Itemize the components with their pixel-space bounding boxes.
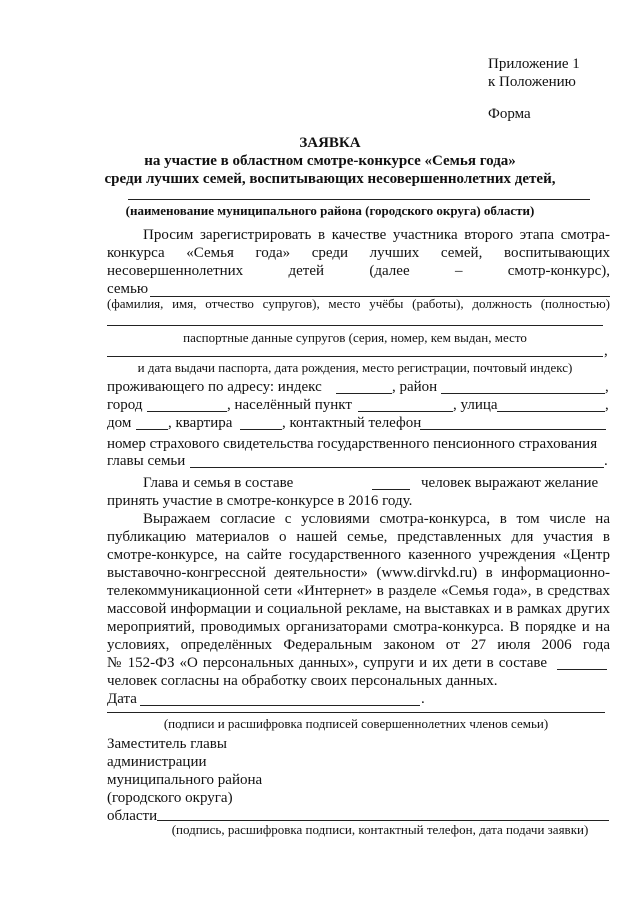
- request-line-2: конкурса «Семья года» среди лучших семей, воспитывающих: [107, 245, 610, 261]
- family-signature-caption: (подписи и расшифровка подписей совершеннолетних членов семьи): [163, 716, 549, 731]
- appendix-line-2: к Положению: [488, 74, 576, 90]
- region-caption: (наименование муниципального района (городского округа) области): [125, 203, 535, 218]
- family-line-1a: Глава и семья в составе: [143, 475, 294, 491]
- house-label: дом: [107, 415, 132, 431]
- official-signature-field[interactable]: [157, 820, 609, 821]
- family-signature-field[interactable]: [107, 712, 605, 713]
- consent-line-7: мероприятий, проводимых организаторами смотра-конкурса. В порядке и на: [107, 619, 610, 635]
- street-label: , улица: [453, 397, 498, 413]
- official-line-3: муниципального района: [107, 772, 263, 788]
- apartment-field[interactable]: [240, 429, 282, 430]
- settlement-label: , населённый пункт: [227, 397, 352, 413]
- consent-line-2: публикацию материалов о нашей семье, представленных для участия в: [107, 529, 610, 545]
- settlement-field[interactable]: [358, 411, 453, 412]
- official-line-2: администрации: [107, 754, 207, 770]
- consent-line-9: № 152-ФЗ «О персональных данных», супруги и их дети в составе: [107, 655, 547, 671]
- comma-mark: ,: [604, 343, 608, 359]
- document-title: ЗАЯВКА: [299, 135, 361, 151]
- official-signature-caption: (подпись, расшифровка подписи, контактный телефон, дата подачи заявки): [171, 822, 589, 837]
- consent-line-6: массовой информации и социальной рекламе, на выставках и в рамках других: [107, 601, 610, 617]
- consent-line-4: выставочно-конгрессной деятельности» (www.dirvkd.ru) в информационно-: [107, 565, 610, 581]
- passport-field-2[interactable]: [107, 356, 603, 357]
- form-label: Форма: [488, 106, 531, 122]
- date-label: Дата: [107, 691, 137, 707]
- family-line-2: принять участие в смотре-конкурсе в 2016 году.: [107, 493, 413, 509]
- consent-count-field[interactable]: [557, 669, 607, 670]
- date-dot: .: [421, 691, 425, 707]
- snils-dot: .: [604, 453, 608, 469]
- address-comma-2: ,: [605, 397, 609, 413]
- house-field[interactable]: [136, 429, 168, 430]
- region-name-field[interactable]: [128, 199, 590, 200]
- official-line-1: Заместитель главы: [107, 736, 227, 752]
- city-label: город: [107, 397, 143, 413]
- request-line-4: семью: [107, 281, 149, 297]
- address-index-label: проживающего по адресу: индекс: [107, 379, 322, 395]
- consent-line-10: человек согласны на обработку своих персональных данных.: [107, 673, 498, 689]
- passport-field-1[interactable]: [107, 325, 603, 326]
- address-comma-1: ,: [605, 379, 609, 395]
- phone-field[interactable]: [420, 429, 606, 430]
- consent-line-1: Выражаем согласие с условиями смотра-конкурса, в том числе на: [143, 511, 610, 527]
- phone-label: , контактный телефон: [282, 415, 422, 431]
- snils-line-2: главы семьи: [107, 453, 186, 469]
- apartment-label: , квартира: [168, 415, 233, 431]
- consent-line-5: телекоммуникационной сети «Интернет» в разделе «Семья года», в средствах: [107, 583, 610, 599]
- passport-caption-2: и дата выдачи паспорта, дата рождения, место регистрации, почтовый индекс): [137, 360, 573, 375]
- official-line-5: области: [107, 808, 158, 824]
- snils-field[interactable]: [190, 467, 604, 468]
- official-line-4: (городского округа): [107, 790, 233, 806]
- request-line-3: несовершеннолетних детей (далее – смотр-конкурс),: [107, 263, 610, 279]
- consent-line-3: смотре-конкурсе, на сайте государственного казенного учреждения «Центр: [107, 547, 610, 563]
- family-caption: (фамилия, имя, отчество супругов), место учёбы (работы), должность (полностью): [107, 296, 610, 311]
- snils-line-1: номер страхового свидетельства государственного пенсионного страхования: [107, 436, 598, 452]
- date-field[interactable]: [140, 705, 420, 706]
- street-field[interactable]: [497, 411, 605, 412]
- family-line-1b: человек выражают желание: [421, 475, 599, 491]
- request-line-1: Просим зарегистрировать в качестве участника второго этапа смотра-: [143, 227, 610, 243]
- address-district-label: , район: [392, 379, 438, 395]
- consent-line-8: условиях, определённых Федеральным законом от 27 июля 2006 года: [107, 637, 610, 653]
- title-subline-1: на участие в областном смотре-конкурсе «Семья года»: [144, 153, 516, 169]
- appendix-line-1: Приложение 1: [488, 56, 580, 72]
- district-field[interactable]: [441, 393, 605, 394]
- index-field[interactable]: [336, 393, 392, 394]
- city-field[interactable]: [147, 411, 227, 412]
- title-subline-2: среди лучших семей, воспитывающих несовершеннолетних детей,: [104, 171, 556, 187]
- passport-caption: паспортные данные супругов (серия, номер, кем выдан, место: [183, 330, 527, 345]
- family-count-field[interactable]: [372, 489, 410, 490]
